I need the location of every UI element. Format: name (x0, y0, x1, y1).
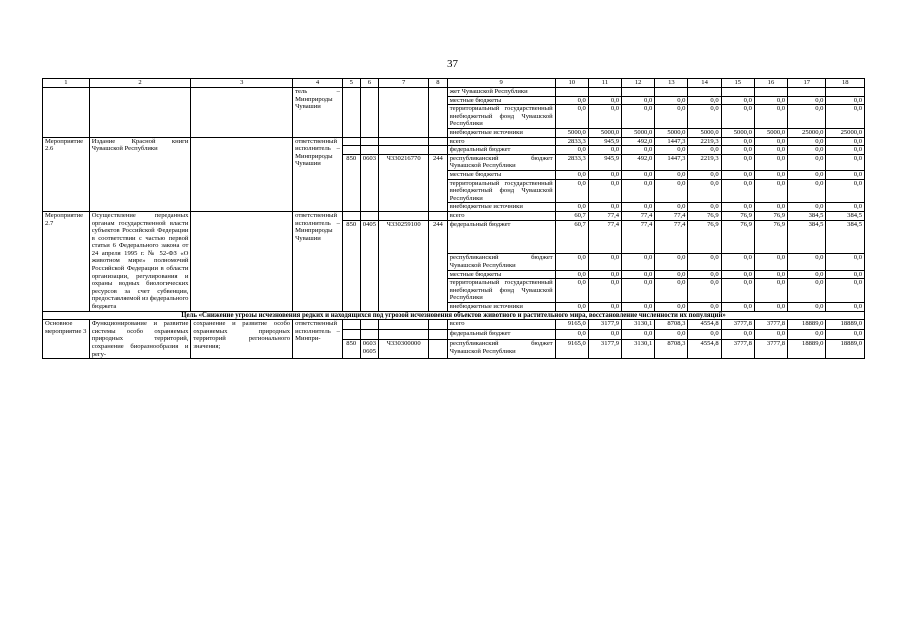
value-cell: 25000,0 (788, 128, 826, 137)
value-cell: 3130,1 (622, 340, 655, 359)
grbs-code: 850 (342, 340, 360, 359)
value-cell: 0,0 (655, 105, 688, 129)
event-goal (191, 88, 293, 138)
value-cell: 4554,8 (688, 340, 721, 359)
grbs-code (342, 320, 360, 330)
header-cell: 18 (826, 79, 865, 88)
value-cell: 0,0 (721, 96, 754, 105)
value-cell: 18889,0 (788, 340, 826, 359)
value-cell: 0,0 (588, 270, 621, 279)
value-cell: 0,0 (721, 146, 754, 155)
value-cell: 0,0 (588, 105, 621, 129)
value-cell: 0,0 (826, 254, 865, 270)
expense-code: 244 (429, 220, 448, 311)
value-cell: 9165,0 (555, 340, 588, 359)
value-cell (788, 88, 826, 97)
value-cell: 0,0 (788, 330, 826, 340)
table-row (43, 320, 865, 330)
value-cell: 0,0 (754, 254, 787, 270)
header-cell: 3 (191, 79, 293, 88)
value-cell: 0,0 (826, 170, 865, 179)
table-row (43, 137, 865, 146)
funding-source: местные бюджеты (447, 170, 555, 179)
event-number: Основное мероприятие 3 (43, 320, 90, 359)
value-cell: 0,0 (555, 170, 588, 179)
value-cell (688, 88, 721, 97)
expense-code (429, 88, 448, 138)
event-title: Издание Красной книги Чувашской Республики (89, 137, 191, 211)
value-cell: 0,0 (788, 96, 826, 105)
event-goal (191, 137, 293, 211)
funding-source: внебюджетные источники (447, 203, 555, 212)
value-cell: 0,0 (555, 146, 588, 155)
value-cell: 5000,0 (588, 128, 621, 137)
event-goal (191, 211, 293, 311)
value-cell: 0,0 (788, 179, 826, 203)
value-cell (622, 88, 655, 97)
value-cell: 0,0 (622, 146, 655, 155)
funding-source: жет Чувашской Республики (447, 88, 555, 97)
value-cell: 0,0 (754, 279, 787, 303)
value-cell: 0,0 (826, 154, 865, 170)
value-cell: 0,0 (721, 170, 754, 179)
grbs-code (342, 137, 360, 146)
target-code (379, 330, 429, 340)
value-cell: 0,0 (622, 179, 655, 203)
goal-row (43, 311, 865, 320)
target-code: Ч330216770 (379, 154, 429, 211)
value-cell: 18889,0 (826, 320, 865, 330)
value-cell: 0,0 (688, 179, 721, 203)
value-cell: 0,0 (655, 170, 688, 179)
value-cell: 0,0 (655, 146, 688, 155)
header-cell: 10 (555, 79, 588, 88)
value-cell: 77,4 (622, 211, 655, 220)
value-cell: 0,0 (555, 179, 588, 203)
funding-source: всего (447, 211, 555, 220)
value-cell: 0,0 (688, 203, 721, 212)
expense-code: 244 (429, 154, 448, 211)
funding-source: территориальный государственный внебюджетный фонд Чувашской Республики (447, 179, 555, 203)
value-cell (754, 88, 787, 97)
value-cell: 0,0 (688, 146, 721, 155)
value-cell: 0,0 (622, 279, 655, 303)
value-cell: 0,0 (721, 270, 754, 279)
value-cell: 0,0 (588, 330, 621, 340)
value-cell: 77,4 (655, 211, 688, 220)
value-cell: 0,0 (655, 270, 688, 279)
section-code: 0603 0605 (360, 340, 379, 359)
value-cell: 0,0 (688, 279, 721, 303)
value-cell: 2219,3 (688, 137, 721, 146)
funding-source: местные бюджеты (447, 96, 555, 105)
value-cell: 0,0 (688, 270, 721, 279)
value-cell: 0,0 (655, 203, 688, 212)
value-cell: 0,0 (721, 105, 754, 129)
funding-source: внебюджетные источники (447, 128, 555, 137)
value-cell: 0,0 (588, 170, 621, 179)
value-cell: 384,5 (826, 220, 865, 254)
value-cell: 0,0 (788, 303, 826, 312)
value-cell: 0,0 (721, 254, 754, 270)
executor: тель – Минприроды Чувашии (293, 88, 343, 138)
value-cell: 384,5 (826, 211, 865, 220)
value-cell: 77,4 (655, 220, 688, 254)
value-cell: 0,0 (754, 270, 787, 279)
value-cell: 0,0 (826, 330, 865, 340)
value-cell: 0,0 (622, 254, 655, 270)
value-cell: 2833,3 (555, 137, 588, 146)
executor: ответственный исполнитель – Минприроды Чувашии (293, 211, 343, 311)
value-cell: 0,0 (655, 303, 688, 312)
value-cell: 0,0 (788, 203, 826, 212)
value-cell: 3777,8 (721, 340, 754, 359)
header-cell: 15 (721, 79, 754, 88)
value-cell: 0,0 (754, 170, 787, 179)
value-cell: 3777,8 (754, 340, 787, 359)
expense-code (429, 320, 448, 330)
header-cell: 13 (655, 79, 688, 88)
funding-source: федеральный бюджет (447, 146, 555, 155)
value-cell: 0,0 (721, 179, 754, 203)
header-cell: 1 (43, 79, 90, 88)
value-cell: 0,0 (655, 96, 688, 105)
value-cell: 0,0 (655, 330, 688, 340)
table-row (43, 211, 865, 220)
table-row (43, 88, 865, 97)
value-cell: 0,0 (688, 303, 721, 312)
value-cell: 76,9 (688, 220, 721, 254)
value-cell: 492,0 (622, 137, 655, 146)
value-cell: 0,0 (555, 330, 588, 340)
value-cell: 0,0 (826, 137, 865, 146)
value-cell: 0,0 (588, 179, 621, 203)
value-cell: 0,0 (555, 279, 588, 303)
value-cell: 0,0 (622, 203, 655, 212)
value-cell: 0,0 (688, 105, 721, 129)
value-cell: 0,0 (588, 203, 621, 212)
value-cell: 0,0 (826, 96, 865, 105)
value-cell: 0,0 (788, 105, 826, 129)
value-cell: 0,0 (826, 105, 865, 129)
value-cell: 9165,0 (555, 320, 588, 330)
event-title (89, 88, 191, 138)
value-cell: 0,0 (588, 96, 621, 105)
value-cell: 0,0 (555, 270, 588, 279)
value-cell: 0,0 (555, 254, 588, 270)
value-cell: 3777,8 (721, 320, 754, 330)
target-code: Ч330300000 (379, 340, 429, 359)
header-cell: 12 (622, 79, 655, 88)
value-cell: 945,9 (588, 137, 621, 146)
grbs-code: 850 (342, 154, 360, 211)
value-cell: 60,7 (555, 220, 588, 254)
funding-source: внебюджетные источники (447, 303, 555, 312)
value-cell: 0,0 (754, 146, 787, 155)
header-cell: 2 (89, 79, 191, 88)
section-code (360, 211, 379, 220)
event-title: Функционирование и развитие системы особо охраняемых природных территорий, сохранение биоразнообразия и регу- (89, 320, 191, 359)
value-cell: 0,0 (721, 330, 754, 340)
value-cell: 0,0 (688, 254, 721, 270)
value-cell: 76,9 (754, 211, 787, 220)
target-code (379, 320, 429, 330)
header-cell: 4 (293, 79, 343, 88)
value-cell: 0,0 (555, 303, 588, 312)
header-cell: 17 (788, 79, 826, 88)
funding-source: всего (447, 137, 555, 146)
value-cell: 0,0 (754, 179, 787, 203)
value-cell: 0,0 (788, 146, 826, 155)
value-cell: 0,0 (588, 146, 621, 155)
value-cell (655, 88, 688, 97)
value-cell: 18889,0 (826, 340, 865, 359)
section-code (360, 320, 379, 330)
header-cell: 7 (379, 79, 429, 88)
value-cell: 0,0 (826, 203, 865, 212)
expense-code (429, 211, 448, 220)
event-number: Мероприятие 2.6 (43, 137, 90, 211)
value-cell: 5000,0 (655, 128, 688, 137)
value-cell: 0,0 (754, 203, 787, 212)
event-number (43, 88, 90, 138)
value-cell: 1447,3 (655, 154, 688, 170)
expense-code (429, 330, 448, 340)
value-cell: 0,0 (826, 179, 865, 203)
target-code (379, 211, 429, 220)
funding-source: республиканский бюджет Чувашской Республики (447, 340, 555, 359)
value-cell: 8708,3 (655, 340, 688, 359)
value-cell: 0,0 (788, 154, 826, 170)
value-cell: 0,0 (788, 137, 826, 146)
section-code (360, 146, 379, 155)
value-cell: 0,0 (588, 254, 621, 270)
value-cell: 8708,3 (655, 320, 688, 330)
value-cell: 0,0 (788, 270, 826, 279)
value-cell: 0,0 (721, 137, 754, 146)
value-cell: 4554,8 (688, 320, 721, 330)
event-goal: сохранение и развитие особо охраняемых природных территорий регионального значения; (191, 320, 293, 359)
value-cell: 0,0 (622, 96, 655, 105)
funding-source: территориальный государственный внебюджетный фонд Чувашской Республики (447, 105, 555, 129)
funding-source: территориальный государственный внебюджетный фонд Чувашской Республики (447, 279, 555, 303)
value-cell: 5000,0 (754, 128, 787, 137)
header-cell: 11 (588, 79, 621, 88)
value-cell: 5000,0 (721, 128, 754, 137)
value-cell: 5000,0 (555, 128, 588, 137)
value-cell: 77,4 (588, 220, 621, 254)
value-cell: 945,9 (588, 154, 621, 170)
value-cell: 0,0 (754, 105, 787, 129)
grbs-code (342, 330, 360, 340)
value-cell: 76,9 (721, 220, 754, 254)
event-number: Мероприятие 2.7 (43, 211, 90, 311)
section-code: 0405 (360, 220, 379, 311)
value-cell (555, 88, 588, 97)
section-code (360, 88, 379, 138)
value-cell: 492,0 (622, 154, 655, 170)
goal-text: Цель «Снижение угрозы исчезновения редких и находящихся под угрозой исчезновения объектов животного и растительного мира, восстановление численности их популяций» (43, 311, 865, 320)
header-cell: 5 (342, 79, 360, 88)
value-cell: 0,0 (555, 105, 588, 129)
grbs-code (342, 146, 360, 155)
value-cell: 0,0 (655, 279, 688, 303)
funding-source: республиканский бюджет Чувашской Республики (447, 254, 555, 270)
value-cell: 0,0 (788, 279, 826, 303)
section-code (360, 330, 379, 340)
section-code: 0603 (360, 154, 379, 211)
value-cell: 3130,1 (622, 320, 655, 330)
value-cell: 0,0 (622, 330, 655, 340)
value-cell: 0,0 (588, 303, 621, 312)
value-cell: 0,0 (555, 96, 588, 105)
value-cell: 0,0 (688, 170, 721, 179)
value-cell: 60,7 (555, 211, 588, 220)
funding-source: республиканский бюджет Чувашской Республики (447, 154, 555, 170)
budget-table (42, 78, 865, 359)
value-cell: 2833,3 (555, 154, 588, 170)
value-cell: 77,4 (622, 220, 655, 254)
value-cell: 3177,9 (588, 340, 621, 359)
value-cell (826, 88, 865, 97)
value-cell: 3777,8 (754, 320, 787, 330)
value-cell: 5000,0 (622, 128, 655, 137)
value-cell: 76,9 (688, 211, 721, 220)
target-code: Ч330259100 (379, 220, 429, 311)
executor: ответственный исполнитель – Минпри- (293, 320, 343, 359)
value-cell: 0,0 (622, 105, 655, 129)
value-cell: 0,0 (688, 330, 721, 340)
value-cell: 0,0 (622, 170, 655, 179)
value-cell: 0,0 (721, 279, 754, 303)
value-cell: 0,0 (588, 279, 621, 303)
value-cell: 0,0 (622, 303, 655, 312)
value-cell: 0,0 (826, 279, 865, 303)
value-cell: 0,0 (555, 203, 588, 212)
event-title: Осуществление переданных органам государственной власти субъектов Российской Федерации в соответствии с частью первой статьи 6 Федерального закона от 24 апреля 1995 г. № 52-ФЗ «О животном мире» полномочий Российской Федерации в области организации, регулирования и охраны водных биологических ресурсов за счет субвенции, предоставляемой из федерального бюджета (89, 211, 191, 311)
value-cell: 2219,3 (688, 154, 721, 170)
value-cell (588, 88, 621, 97)
value-cell: 5000,0 (688, 128, 721, 137)
target-code (379, 137, 429, 146)
executor: ответственный исполнитель – Минприроды Чувашии (293, 137, 343, 211)
page-number: 37 (447, 58, 458, 70)
target-code (379, 146, 429, 155)
value-cell: 77,4 (588, 211, 621, 220)
value-cell: 384,5 (788, 220, 826, 254)
grbs-code: 850 (342, 220, 360, 311)
value-cell: 0,0 (754, 303, 787, 312)
value-cell: 0,0 (721, 203, 754, 212)
funding-source: федеральный бюджет (447, 220, 555, 254)
header-cell: 14 (688, 79, 721, 88)
value-cell: 384,5 (788, 211, 826, 220)
header-cell: 16 (754, 79, 787, 88)
value-cell: 0,0 (721, 154, 754, 170)
expense-code (429, 146, 448, 155)
funding-source: федеральный бюджет (447, 330, 555, 340)
value-cell: 3177,9 (588, 320, 621, 330)
value-cell: 0,0 (826, 146, 865, 155)
header-cell: 6 (360, 79, 379, 88)
value-cell: 1447,3 (655, 137, 688, 146)
value-cell: 0,0 (754, 137, 787, 146)
value-cell: 0,0 (754, 96, 787, 105)
value-cell (721, 88, 754, 97)
target-code (379, 88, 429, 138)
value-cell: 0,0 (721, 303, 754, 312)
expense-code (429, 340, 448, 359)
section-code (360, 137, 379, 146)
value-cell: 0,0 (826, 270, 865, 279)
funding-source: всего (447, 320, 555, 330)
header-row (43, 79, 865, 88)
value-cell: 76,9 (754, 220, 787, 254)
funding-source: местные бюджеты (447, 270, 555, 279)
grbs-code (342, 88, 360, 138)
value-cell: 0,0 (655, 179, 688, 203)
value-cell: 0,0 (655, 254, 688, 270)
header-cell: 8 (429, 79, 448, 88)
value-cell: 0,0 (788, 170, 826, 179)
value-cell: 25000,0 (826, 128, 865, 137)
value-cell: 0,0 (754, 330, 787, 340)
value-cell: 0,0 (688, 96, 721, 105)
value-cell: 0,0 (788, 254, 826, 270)
value-cell: 0,0 (826, 303, 865, 312)
value-cell: 18889,0 (788, 320, 826, 330)
value-cell: 76,9 (721, 211, 754, 220)
value-cell: 0,0 (622, 270, 655, 279)
value-cell: 0,0 (754, 154, 787, 170)
grbs-code (342, 211, 360, 220)
header-cell: 9 (447, 79, 555, 88)
expense-code (429, 137, 448, 146)
